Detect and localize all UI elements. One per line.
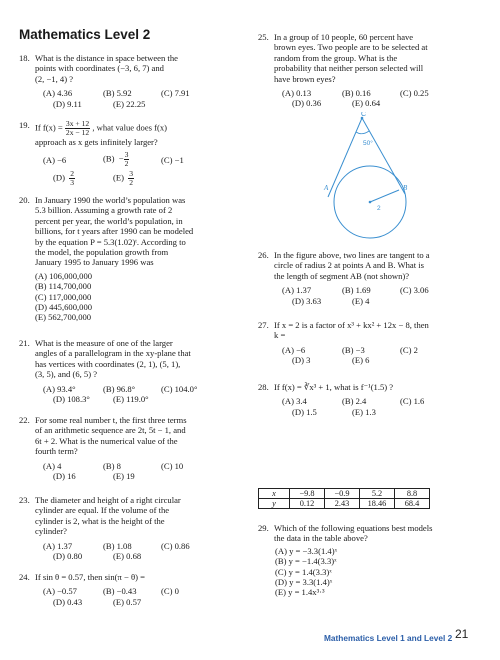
question-text: angles of a parallelogram in the xy-plane that	[35, 348, 191, 359]
choice-c: (C) 10	[161, 460, 184, 471]
question-text: cylinder is 2, what is the height of the	[35, 515, 165, 526]
denominator: 2	[129, 178, 134, 188]
question-text: the length of segment AB (not shown)?	[274, 270, 410, 281]
choice-a: (A) 4.36	[43, 88, 73, 99]
question-text: percent per year, the world’s population, in	[35, 215, 183, 226]
radius-line	[370, 190, 399, 202]
question-text: The diameter and height of a right circular	[35, 495, 181, 505]
question-text: In a group of 10 people, 60 percent have	[274, 32, 414, 42]
table-cell: 0.12	[290, 499, 325, 509]
question-29	[258, 523, 486, 598]
question-number: 25.	[258, 32, 269, 42]
choice-e: (E) 4	[352, 295, 370, 306]
denominator: 2x − 12	[65, 128, 90, 137]
choice-d: (D) 108.3°	[53, 394, 90, 405]
choice-d: (D) 3	[292, 355, 311, 366]
question-number: 22.	[19, 415, 30, 425]
question-number: 24.	[19, 572, 30, 582]
numerator: 3x + 12	[65, 119, 90, 128]
table-row	[259, 489, 430, 499]
question-28	[258, 382, 486, 417]
question-text: the model, the population growth from	[35, 247, 169, 258]
choice-a: (A) 1.37	[43, 540, 73, 551]
question-text: What is the distance in space between the	[35, 53, 178, 63]
choice-b	[103, 151, 161, 168]
choice-c: (C) 0.25	[400, 88, 429, 99]
choice-e: (E) 119.0°	[113, 394, 149, 405]
choice-b: (B) 114,700,000	[35, 281, 92, 292]
choice-letter: (E)	[113, 172, 124, 183]
question-text: In January 1990 the world’s population was	[35, 195, 186, 205]
choice-e: (E) y = 1.4x³·³	[275, 587, 325, 598]
choice-a: (A) y = −3.3(1.4)ˣ	[275, 545, 338, 556]
choice-c: (C) 104.0°	[161, 383, 198, 394]
choice-c: (C) 0	[161, 586, 179, 597]
question-number: 19.	[19, 120, 30, 130]
question-number: 21.	[19, 338, 30, 348]
question-text: points with coordinates (−3, 6, 7) and	[35, 63, 164, 74]
denominator: 2	[124, 159, 129, 169]
question-text: has vertices with coordinates (2, 1), (5, 1),	[35, 358, 181, 369]
page-number: 21	[455, 627, 469, 641]
choice-b: (B) 5.92	[103, 88, 132, 99]
question-text: (2, −1, 4) ?	[35, 73, 74, 84]
choice-d	[53, 170, 113, 187]
choice-b: (B) 1.69	[342, 285, 371, 296]
page-title: Mathematics Level 2	[19, 27, 151, 42]
table-cell: 2.43	[325, 499, 360, 509]
question-text: fourth term?	[35, 446, 78, 457]
choice-e: (E) 0.57	[113, 596, 142, 607]
question-text: cylinder?	[35, 526, 67, 537]
choice-a: (A) 4	[43, 460, 62, 471]
choice-c: (C) 3.06	[400, 285, 429, 296]
choice-a: (A) 3.4	[282, 396, 307, 407]
choice-d: (D) 0.80	[53, 551, 83, 562]
choice-d: (D) 0.36	[292, 98, 322, 109]
table-row	[259, 499, 430, 509]
choice-d: (D) 3.63	[292, 295, 322, 306]
choice-e: (E) 1.3	[352, 406, 376, 417]
question-text: brown eyes. Two people are to be selected at	[274, 42, 428, 53]
choice-b: (B) 8	[103, 460, 121, 471]
choice-a: (A) 106,000,000	[35, 270, 93, 281]
choice-e: (E) 562,700,000	[35, 312, 92, 323]
question-text: approach as x gets infinitely larger?	[35, 137, 158, 147]
question-26	[258, 250, 486, 306]
choice-c: (C) 7.91	[161, 88, 190, 99]
numerator: 2	[70, 169, 75, 179]
choice-c: (C) 2	[400, 344, 418, 355]
minus-sign: −	[118, 153, 124, 164]
fraction	[65, 120, 90, 137]
label-c: C	[361, 112, 367, 118]
question-text: For some real number t, the first three terms	[35, 415, 187, 425]
question-text: If f(x) =	[35, 122, 63, 133]
question-number: 29.	[258, 523, 269, 533]
radius-label: 2	[377, 205, 381, 212]
choice-e: (E) 6	[352, 355, 370, 366]
question-text: 5.3 billion. Assuming a growth rate of 2	[35, 205, 173, 216]
choice-b: (B) 0.16	[342, 88, 371, 99]
question-number: 18.	[19, 53, 30, 63]
choice-d: (D) 16	[53, 471, 76, 482]
question-text: (3, 5), and (6, 5) ?	[35, 369, 98, 380]
choice-b: (B) 2.4	[342, 396, 367, 407]
denominator: 3	[70, 178, 75, 188]
table-cell: 5.2	[360, 489, 395, 499]
question-text: random from the group. What is the	[274, 52, 398, 63]
question-text: circle of radius 2 at points A and B. What is	[274, 260, 424, 271]
fraction	[69, 170, 75, 187]
angle-label: 50°	[363, 140, 373, 147]
choice-b: (B) −0.43	[103, 586, 137, 597]
question-text: If f(x) = ∛x³ + 1, what is f⁻¹(1.5) ?	[274, 382, 394, 392]
choice-a: (A) −6	[43, 154, 67, 165]
question-number: 27.	[258, 320, 269, 330]
question-text: Which of the following equations best models	[274, 523, 433, 533]
angle-arc	[356, 131, 369, 134]
choice-c: (C) 1.6	[400, 396, 425, 407]
tangent-line-a	[328, 118, 362, 197]
choice-e: (E) 22.25	[113, 98, 146, 109]
choice-d: (D) y = 3.3(1.4)ˣ	[275, 577, 333, 588]
choice-d: (D) 9.11	[53, 98, 82, 109]
choice-d: (D) 0.43	[53, 596, 83, 607]
choice-b: (B) 96.8°	[103, 383, 136, 394]
question-20	[19, 195, 244, 323]
choice-letter: (D)	[53, 172, 65, 183]
choice-a: (A) 0.13	[282, 88, 312, 99]
footer-title: Mathematics Level 1 and Level 2	[324, 633, 453, 643]
question-19	[19, 120, 244, 187]
question-text: 6t + 2. What is the numerical value of the	[35, 435, 178, 446]
choice-d: (D) 445,600,000	[35, 302, 93, 313]
tangent-circle-figure	[323, 112, 413, 248]
question-number: 20.	[19, 195, 30, 205]
table-cell: 68.4	[395, 499, 430, 509]
question-text: January 1995 to January 1996 was	[35, 257, 154, 268]
question-text: cylinder are equal. If the volume of the	[35, 505, 170, 516]
question-24	[19, 572, 244, 607]
question-text: probability that neither person selected will	[274, 63, 424, 74]
choice-c: (C) 117,000,000	[35, 291, 92, 302]
choice-c: (C) 0.86	[161, 540, 190, 551]
question-27	[258, 320, 486, 366]
numerator: 3	[124, 150, 129, 160]
table-cell: 18.46	[360, 499, 395, 509]
choice-b: (B) −3	[342, 344, 365, 355]
table-cell: −9.8	[290, 489, 325, 499]
choice-a: (A) −6	[282, 344, 306, 355]
question-text: billions, for t years after 1990 can be modeled	[35, 226, 194, 237]
choice-c: (C) y = 1.4(3.3)ˣ	[275, 566, 332, 577]
data-table	[258, 488, 430, 509]
question-text: If x = 2 is a factor of x³ + kx² + 12x − 8, then	[274, 320, 429, 330]
question-21	[19, 338, 244, 404]
question-18	[19, 53, 244, 109]
center-point	[369, 201, 372, 204]
tangent-line-b	[362, 118, 405, 194]
choice-d: (D) 1.5	[292, 406, 317, 417]
question-number: 28.	[258, 382, 269, 392]
question-text: , what value does f(x)	[92, 122, 168, 133]
label-b: B	[403, 184, 408, 192]
question-text: If sin θ = 0.57, then sin(π − θ) =	[35, 572, 145, 582]
choice-e: (E) 19	[113, 471, 135, 482]
label-a: A	[324, 184, 329, 192]
choice-e: (E) 0.64	[352, 98, 381, 109]
question-number: 26.	[258, 250, 269, 260]
choice-b: (B) 1.08	[103, 540, 132, 551]
question-22	[19, 415, 244, 481]
question-text: the data in the table above?	[274, 533, 368, 544]
choice-letter: (B)	[103, 153, 115, 164]
choice-b: (B) y = −1.4(3.3)ˣ	[275, 556, 337, 567]
question-text: of an arithmetic sequence are 2t, 5t − 1, and	[35, 425, 186, 436]
question-25	[258, 32, 486, 109]
question-text: What is the measure of one of the larger	[35, 338, 173, 348]
table-header-x: x	[259, 489, 290, 499]
question-number: 23.	[19, 495, 30, 505]
question-text: In the figure above, two lines are tangent to a	[274, 250, 430, 260]
numerator: 3	[129, 169, 134, 179]
question-text: k =	[274, 330, 286, 341]
table-cell: 8.8	[395, 489, 430, 499]
question-23	[19, 495, 244, 561]
fraction	[128, 170, 134, 187]
choice-e	[113, 170, 171, 187]
table-cell: −0.9	[325, 489, 360, 499]
question-text: have brown eyes?	[274, 73, 336, 84]
question-text: by the equation P = 5.3(1.02)ᵗ. According to	[35, 236, 186, 247]
choice-c: (C) −1	[161, 154, 184, 165]
table-header-y: y	[259, 499, 290, 509]
choice-a: (A) −0.57	[43, 586, 77, 597]
choice-a: (A) 1.37	[282, 285, 312, 296]
choice-e: (E) 0.68	[113, 551, 142, 562]
fraction	[124, 151, 130, 168]
choice-a: (A) 93.4°	[43, 383, 76, 394]
